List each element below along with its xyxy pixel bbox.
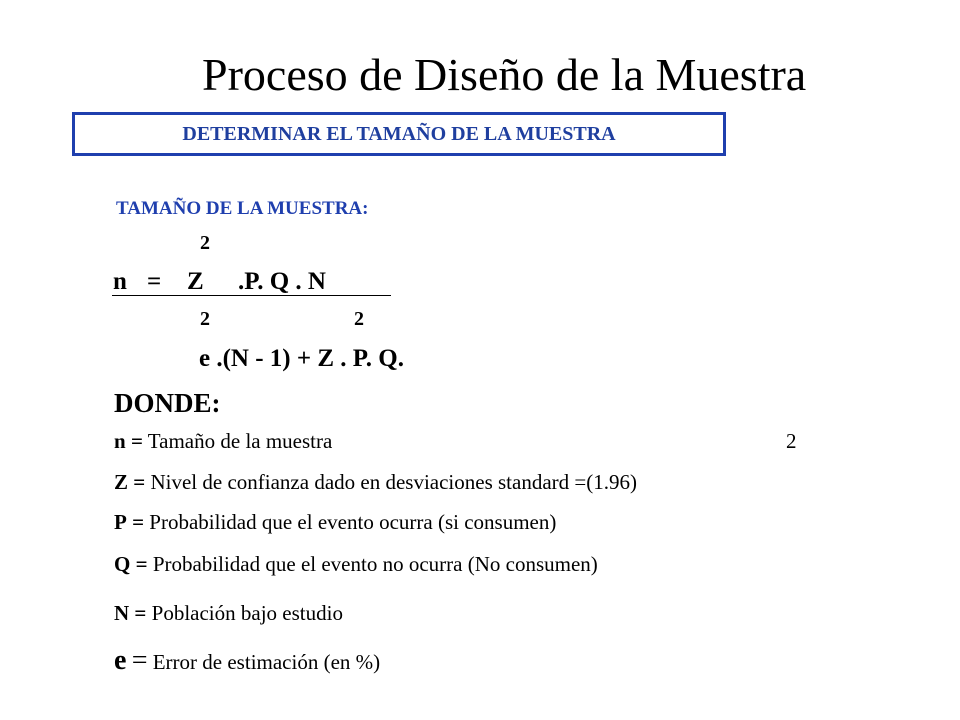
definition-symbol: N: [114, 601, 130, 625]
definition-p: [114, 510, 556, 535]
definitions-heading: DONDE:: [114, 388, 221, 418]
definition-equals: =: [133, 470, 146, 494]
definition-text: Probabilidad que el evento no ocurra (No consumen): [152, 552, 598, 576]
definition-symbol: n: [114, 429, 126, 453]
denominator: e .(N - 1) + Z . P. Q.: [199, 345, 404, 372]
definition-e: [114, 645, 380, 677]
definition-text: Probabilidad que el evento ocurra (si consumen): [149, 510, 557, 534]
definition-population: [114, 601, 343, 626]
page-title: Proceso de Diseño de la Muestra: [202, 49, 807, 100]
definition-symbol: Q: [114, 552, 131, 576]
definition-q: [114, 552, 598, 577]
definition-symbol: Z: [114, 470, 129, 494]
definition-equals: =: [132, 510, 145, 534]
definition-equals: =: [134, 601, 147, 625]
numerator-equals: =: [147, 268, 162, 295]
numerator-rest: .P. Q . N: [238, 268, 326, 295]
section-label: TAMAÑO DE LA MUESTRA:: [116, 198, 369, 219]
definition-text: Error de estimación (en %): [152, 650, 381, 674]
numerator-z: Z: [187, 268, 204, 295]
definition-equals: =: [135, 552, 148, 576]
definition-z: [114, 470, 637, 495]
denominator-exponent-z: 2: [354, 308, 364, 330]
definition-equals: =: [130, 429, 143, 453]
numerator-lhs: n: [113, 268, 127, 295]
definition-equals: =: [131, 645, 148, 676]
definition-n: [114, 429, 332, 454]
fraction-line: [112, 295, 391, 296]
definition-text: Población bajo estudio: [151, 601, 343, 625]
definition-symbol: e: [114, 645, 127, 676]
numerator-exponent: 2: [200, 232, 210, 254]
definition-text: Tamaño de la muestra: [147, 429, 333, 453]
stray-exponent: 2: [786, 429, 797, 453]
subtitle-text: DETERMINAR EL TAMAÑO DE LA MUESTRA: [182, 122, 616, 145]
denominator-exponent-e: 2: [200, 308, 210, 330]
definition-symbol: P: [114, 510, 127, 534]
definition-text: Nivel de confianza dado en desviaciones standard =(1.96): [150, 470, 637, 494]
subtitle-box: [72, 112, 726, 156]
